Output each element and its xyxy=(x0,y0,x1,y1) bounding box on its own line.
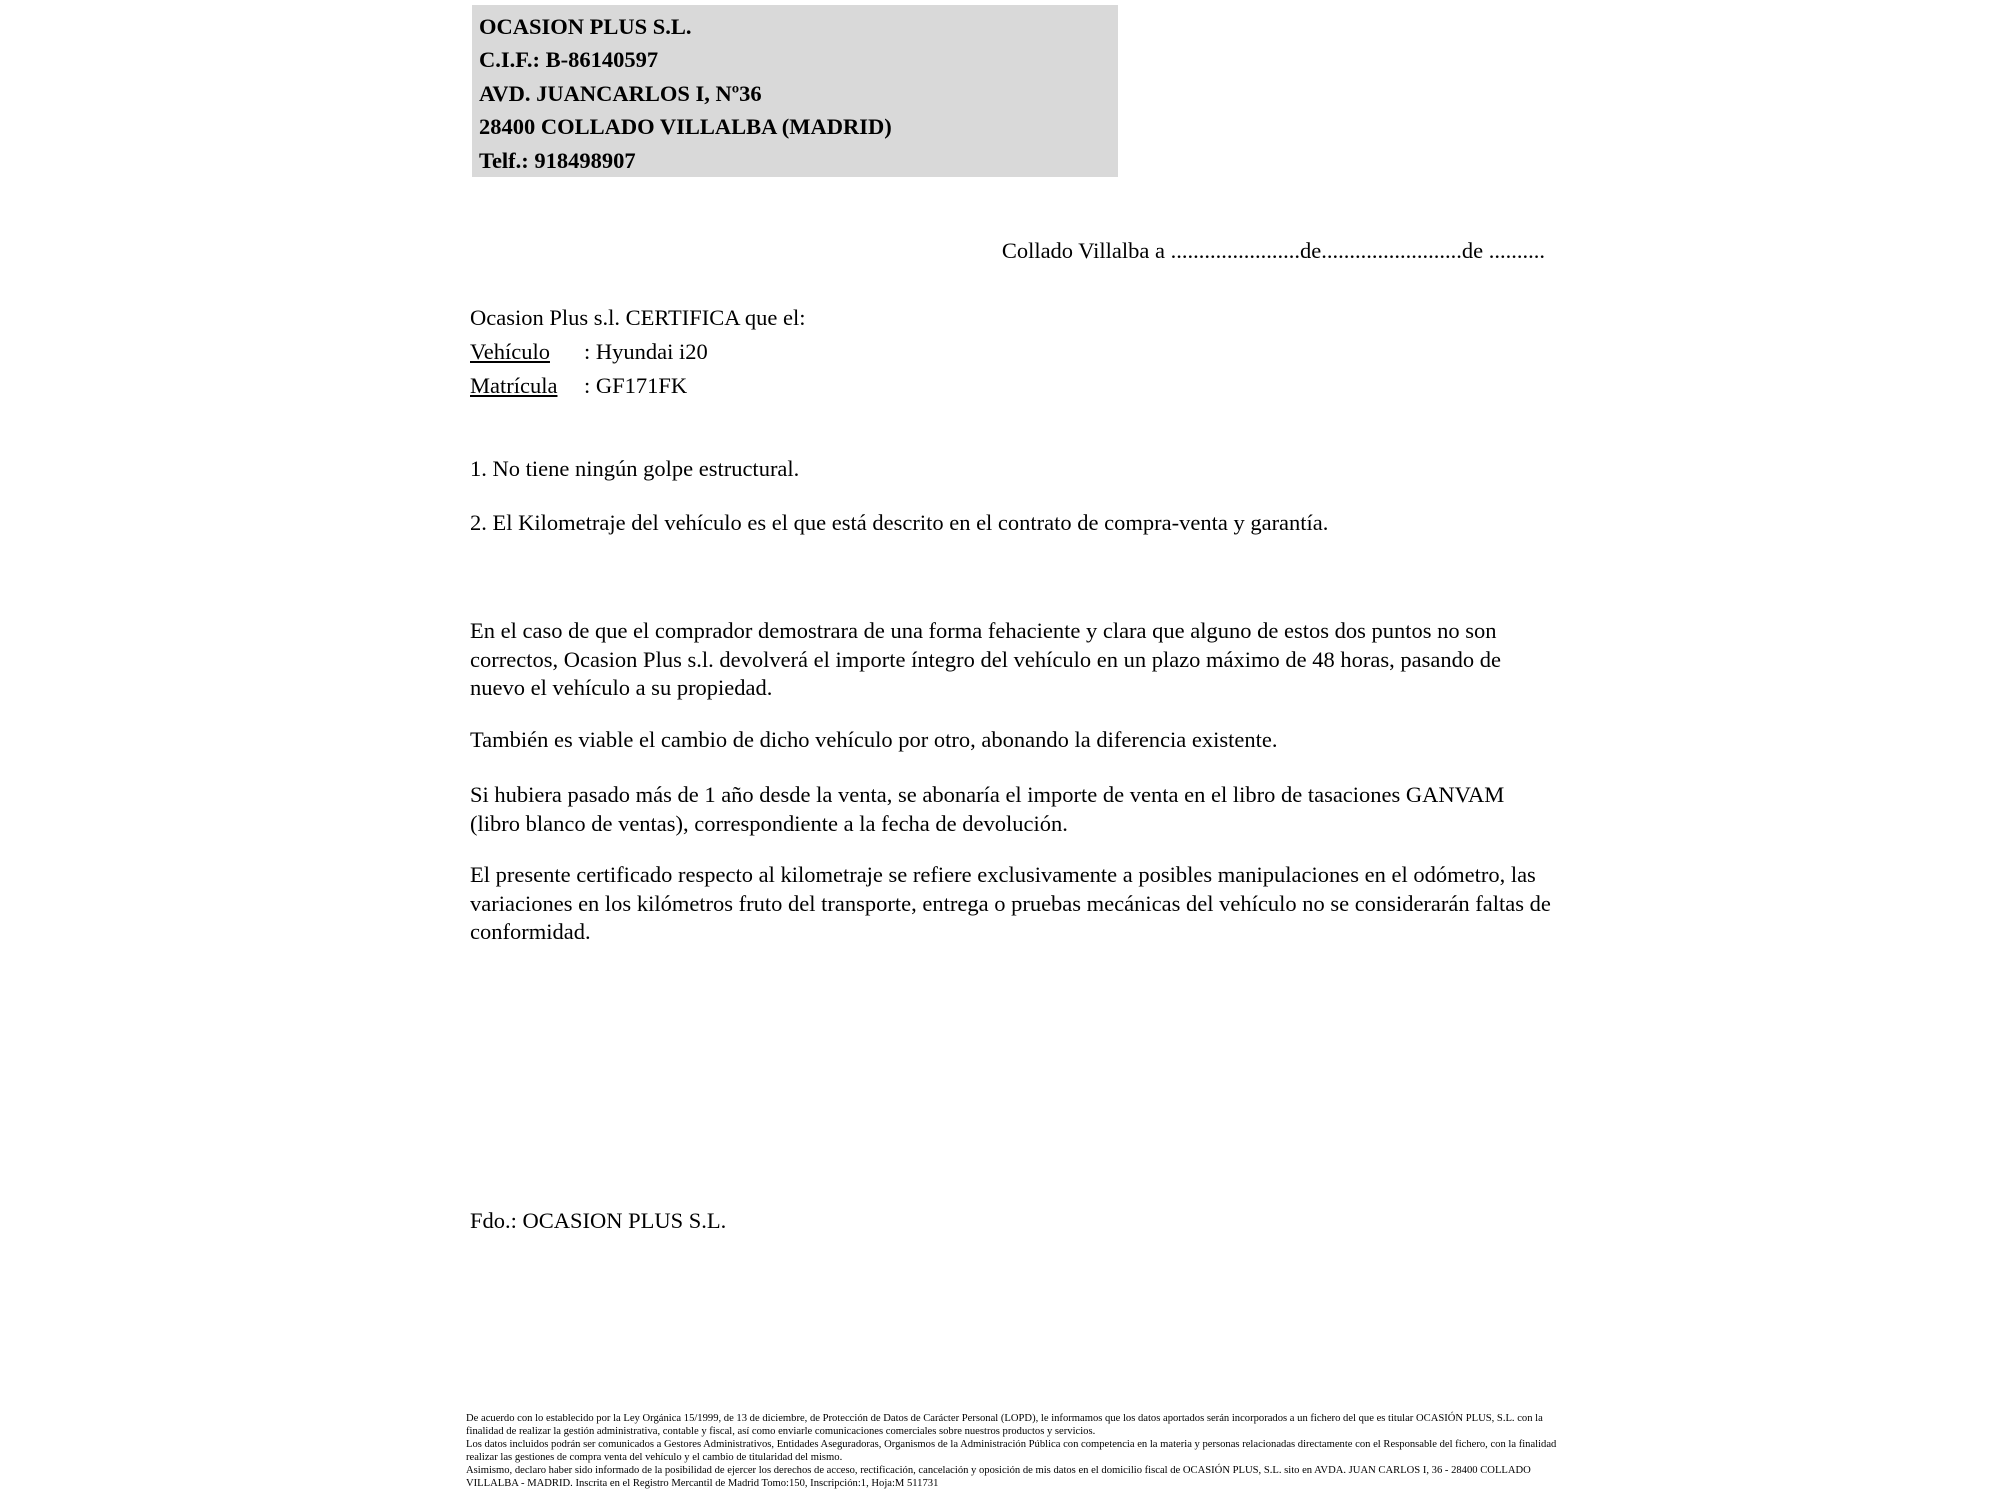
clause-structural-damage: 1. No tiene ningún golpe estructural. xyxy=(470,456,800,481)
company-phone: Telf.: 918498907 xyxy=(479,147,636,173)
date-place-line: Collado Villalba a .......................de.........................de .......... xyxy=(1001,238,1545,263)
vehicle-value: : Hyundai i20 xyxy=(584,339,708,364)
legal-footer xyxy=(466,1412,1562,1491)
legal-paragraph-lopd: De acuerdo con lo establecido por la Ley Orgánica 15/1999, de 13 de diciembre, de Protección de Datos de Carácter Personal (LOPD), le informamos que los datos aportados serán incorporados a un fichero del que es titular OCASIÓN PLUS, S.L. con la finalidad de realizar la gestión administrativa, contable y fiscal, así como enviarle comunicaciones comerciales sobre nuestros productos y servicios. xyxy=(466,1413,1543,1438)
clause-mileage: 2. El Kilometraje del vehículo es el que está descrito en el contrato de compra-venta y garantía. xyxy=(470,510,1329,535)
vehicle-field-row xyxy=(470,335,1270,369)
certification-block xyxy=(470,301,1270,403)
company-header-block xyxy=(472,5,1118,177)
company-cif: C.I.F.: B-86140597 xyxy=(479,47,659,73)
paragraph-refund-terms: En el caso de que el comprador demostrara de una forma fehaciente y clara que alguno de estos dos puntos no son correctos, Ocasion Plus s.l. devolverá el importe íntegro del vehículo en un plazo máximo de 48 horas, pasando de nuevo el vehículo a su propiedad. xyxy=(470,618,1501,700)
legal-paragraph-rights: Asimismo, declaro haber sido informado de la posibilidad de ejercer los derechos de acceso, rectificación, cancelación y oposición de mis datos en el domicilio fiscal de OCASIÓN PLUS, S.L. sito en AVDA. JUAN CARLOS I, 36 - 28400 COLLADO VILLALBA - MADRID. Inscrita en el Registro Mercantil de Madrid Tomo:150, Inscripción:1, Hoja:M 511731 xyxy=(466,1465,1531,1490)
paragraph-vehicle-exchange: También es viable el cambio de dicho vehículo por otro, abonando la diferencia existente. xyxy=(470,727,1278,752)
vehicle-label: Vehículo xyxy=(470,339,550,364)
certification-intro: Ocasion Plus s.l. CERTIFICA que el: xyxy=(470,305,806,330)
company-address: AVD. JUANCARLOS I, Nº36 xyxy=(479,80,762,106)
paragraph-ganvam-valuation: Si hubiera pasado más de 1 año desde la venta, se abonaría el importe de venta en el libro de tasaciones GANVAM (libro blanco de ventas), correspondiente a la fecha de devolución. xyxy=(470,782,1505,836)
company-name: OCASION PLUS S.L. xyxy=(479,14,692,39)
legal-paragraph-data-sharing: Los datos incluidos podrán ser comunicados a Gestores Administrativos, Entidades Aseguradoras, Organismos de la Administración Pública con competencia en la materia y personas relacionadas directamente con el Responsable del fichero, con la finalidad realizar las gestiones de compra venta del vehículo y el cambio de titularidad del mismo. xyxy=(466,1439,1557,1464)
plate-field-row xyxy=(470,369,1270,403)
signature-line: Fdo.: OCASION PLUS S.L. xyxy=(470,1208,727,1233)
paragraph-odometer-disclaimer: El presente certificado respecto al kilometraje se refiere exclusivamente a posibles manipulaciones en el odómetro, las variaciones en los kilómetros fruto del transporte, entrega o pruebas mecánicas del vehículo no se considerarán faltas de conformidad. xyxy=(470,862,1551,944)
plate-value: : GF171FK xyxy=(584,373,688,398)
company-city: 28400 COLLADO VILLALBA (MADRID) xyxy=(479,114,892,140)
plate-label: Matrícula xyxy=(470,373,558,398)
